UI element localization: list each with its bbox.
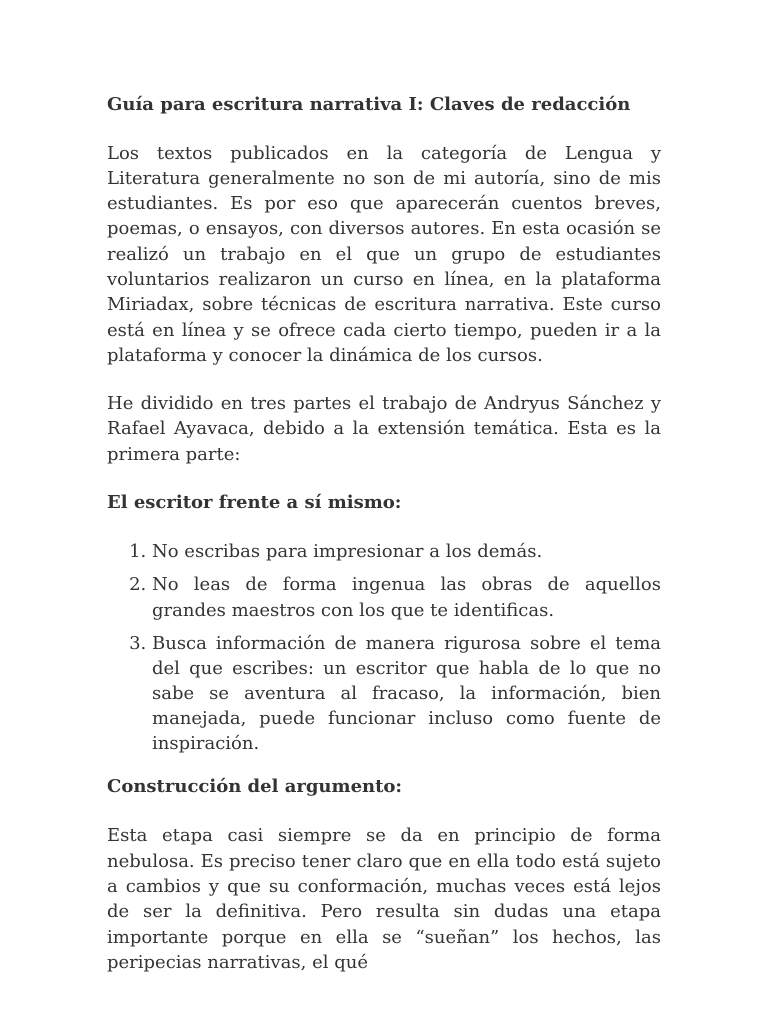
writer-rules-list bbox=[107, 539, 661, 756]
argument-paragraph: Esta etapa casi siempre se da en principio de forma nebulosa. Es preciso tener claro que en ella todo está sujeto a cambios y que su conformación, muchas veces está lejos de ser la definitiva. Pero resulta sin dudas una etapa importante porque en ella se “sueñan” los hechos, las peripecias narrativas, el qué bbox=[107, 825, 661, 973]
section-heading-writer: El escritor frente a sí mismo: bbox=[107, 492, 402, 514]
list-item: 3. Busca información de manera rigurosa sobre el tema del que escribes: un escritor que habla de lo que no sabe se aventura al fracaso, la información, bien manejada, puede funcionar incluso como fuente de inspiración. bbox=[152, 631, 661, 756]
document-title: Guía para escritura narrativa I: Claves de redacción bbox=[107, 94, 631, 115]
section-heading-argument: Construcción del argumento: bbox=[107, 776, 403, 798]
document-page bbox=[107, 92, 661, 998]
list-item: 2. No leas de forma ingenua las obras de aquellos grandes maestros con los que te identificas. bbox=[152, 572, 661, 622]
division-paragraph: He dividido en tres partes el trabajo de Andryus Sánchez y Rafael Ayavaca, debido a la extensión temática. Esta es la primera parte: bbox=[107, 393, 661, 465]
intro-paragraph: Los textos publicados en la categoría de Lengua y Literatura generalmente no son de mi autoría, sino de mis estudiantes. Es por eso que aparecerán cuentos breves, poemas, o ensayos, con diversos autores. En esta ocasión se realizó un trabajo en el que un grupo de estudiantes voluntarios realizaron un curso en línea, en la plataforma Miriadax, sobre técnicas de escritura narrativa. Este curso está en línea y se ofrece cada cierto tiempo, pueden ir a la plataforma y conocer la dinámica de los cursos. bbox=[107, 142, 661, 366]
list-item: 1. No escribas para impresionar a los demás. bbox=[152, 539, 661, 564]
